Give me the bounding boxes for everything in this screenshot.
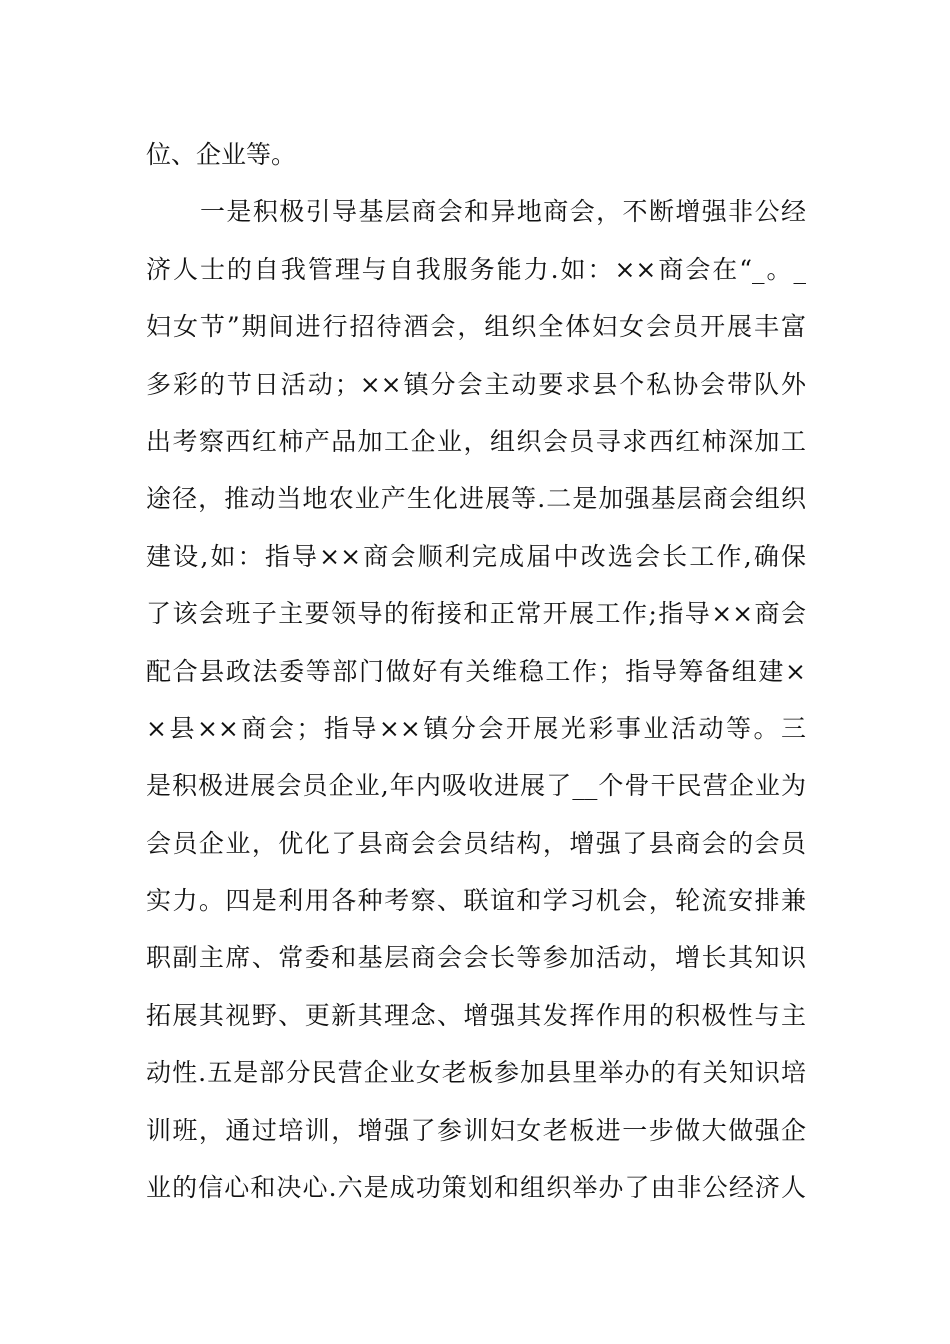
text-line: 多彩的节日活动；××镇分会主动要求县个私协会带队外 [146, 369, 806, 399]
text-line: 配合县政法委等部门做好有关维稳工作；指导筹备组建× [146, 656, 806, 686]
text-line: 职副主席、常委和基层商会会长等参加活动，增长其知识 [146, 943, 806, 973]
text-line: ×县××商会；指导××镇分会开展光彩事业活动等。三 [146, 713, 806, 743]
body-text [146, 126, 806, 1216]
text-line: 动性.五是部分民营企业女老板参加县里举办的有关知识培 [146, 1058, 806, 1088]
text-line: 出考察西红柿产品加工企业，组织会员寻求西红柿深加工 [146, 426, 806, 456]
text-line: 了该会班子主要领导的衔接和正常开展工作;指导××商会 [146, 599, 806, 629]
text-line: 是积极进展会员企业,年内吸收进展了__个骨干民营企业为 [146, 771, 806, 801]
text-line: 妇女节”期间进行招待酒会，组织全体妇女会员开展丰富 [146, 312, 806, 342]
text-line: 实力。四是利用各种考察、联谊和学习机会，轮流安排兼 [146, 886, 806, 916]
text-line: 济人士的自我管理与自我服务能力.如：××商会在“_。_ [146, 254, 806, 284]
text-line: 建设,如：指导××商会顺利完成届中改选会长工作,确保 [146, 541, 806, 571]
text-line: 位、企业等。 [146, 140, 297, 169]
text-line: 会员企业，优化了县商会会员结构，增强了县商会的会员 [146, 828, 806, 858]
text-line: 途径，推动当地农业产生化进展等.二是加强基层商会组织 [146, 484, 806, 514]
text-line: 业的信心和决心.六是成功策划和组织举办了由非公经济人 [146, 1173, 806, 1203]
text-line: 拓展其视野、更新其理念、增强其发挥作用的积极性与主 [146, 1000, 806, 1030]
text-line: 训班，通过培训，增强了参训妇女老板进一步做大做强企 [146, 1115, 806, 1145]
text-line: 一是积极引导基层商会和异地商会，不断增强非公经 [200, 197, 806, 227]
